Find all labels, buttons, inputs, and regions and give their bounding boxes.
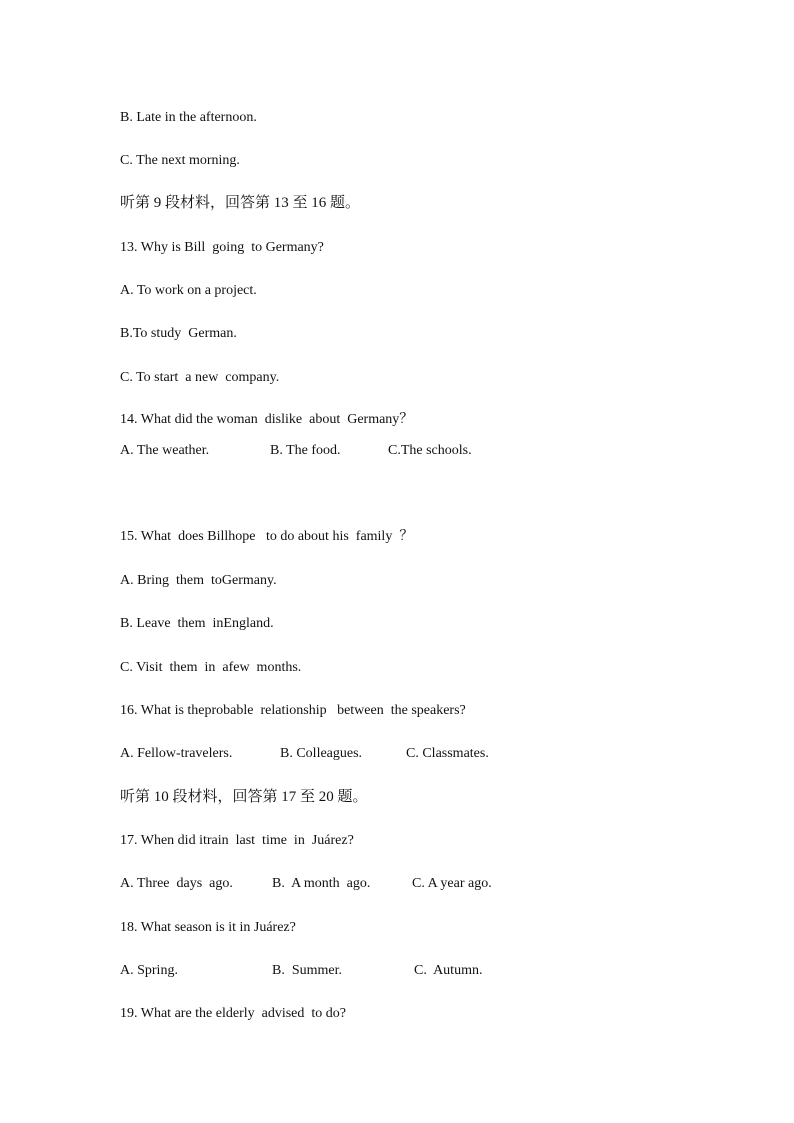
question-16-option-c: C. Classmates.	[406, 746, 489, 761]
question-15-option-b: B. Leave them inEngland.	[120, 616, 274, 631]
question-18-option-c: C. Autumn.	[414, 963, 483, 978]
question-14-options	[120, 442, 472, 514]
section-heading-9: 听第 9 段材料，回答第 13 至 16 题。	[120, 195, 361, 211]
question-15-option-c: C. Visit them in afew months.	[120, 660, 302, 675]
question-16-option-b: B. Colleagues.	[280, 746, 363, 761]
question-15-option-a: A. Bring them toGermany.	[120, 573, 277, 588]
question-16-option-a: A. Fellow-travelers.	[120, 746, 233, 761]
section-heading-10: 听第 10 段材料，回答第 17 至 20 题。	[120, 789, 368, 805]
question-13: 13. Why is Bill going to Germany?	[120, 240, 324, 255]
question-13-option-c: C. To start a new company.	[120, 370, 280, 385]
question-17-option-c: C. A year ago.	[412, 876, 492, 891]
question-13-option-b: B.To study German.	[120, 326, 237, 341]
question-17: 17. When did itrain last time in Juárez?	[120, 833, 354, 848]
option-14-b-prev-question: B. Late in the afternoon.	[120, 110, 257, 125]
question-18-option-b: B. Summer.	[272, 963, 343, 978]
question-17-option-a: A. Three days ago.	[120, 876, 233, 891]
question-18: 18. What season is it in Juárez?	[120, 920, 296, 935]
question-18-option-a: A. Spring.	[120, 963, 178, 978]
question-14-option-c: C.The schools.	[388, 443, 472, 458]
question-19: 19. What are the elderly advised to do?	[120, 1006, 346, 1021]
question-16: 16. What is theprobable relationship between the speakers?	[120, 703, 466, 718]
question-15: 15. What does Billhope to do about his family ？	[120, 529, 414, 544]
question-14: 14. What did the woman dislike about Germany？	[120, 412, 414, 427]
question-17-option-b: B. A month ago.	[272, 876, 371, 891]
question-13-option-a: A. To work on a project.	[120, 283, 257, 298]
option-c-prev-question: C. The next morning.	[120, 153, 240, 168]
question-14-option-a: A. The weather.	[120, 443, 210, 458]
question-14-option-b: B. The food.	[270, 443, 341, 458]
